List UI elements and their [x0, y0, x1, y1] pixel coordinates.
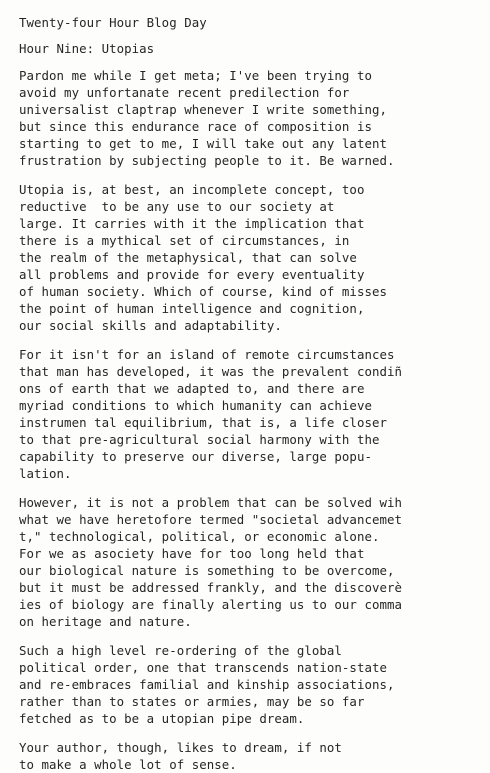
text-line: capability to preserve our diverse, large popu-: [19, 449, 372, 464]
text-line: lation.: [19, 466, 72, 481]
text-line: but since this endurance race of composition is: [19, 119, 372, 134]
text-line: For it isn't for an island of remote circumstances: [19, 347, 395, 362]
paragraph: [19, 181, 481, 334]
paragraph: [19, 642, 481, 727]
text-line: to that pre-agricultural social harmony with the: [19, 432, 380, 447]
text-line: Utopia is, at best, an incomplete concept, too: [19, 182, 365, 197]
text-line: of human society. Which of course, kind of misses: [19, 284, 387, 299]
text-line: Such a high level re-ordering of the global: [19, 643, 342, 658]
text-line: reductive to be any use to our society at: [19, 199, 335, 214]
text-line: frustration by subjecting people to it. Be warned.: [19, 153, 395, 168]
paragraph: [19, 739, 481, 773]
text-line: and re-embraces familial and kinship associations,: [19, 677, 395, 692]
text-line: For we as asociety have for too long held that: [19, 546, 365, 561]
text-line: what we have heretofore termed "societal advancemet: [19, 512, 402, 527]
text-line: there is a mythical set of circumstances, in: [19, 233, 350, 248]
text-line: large. It carries with it the implication that: [19, 216, 365, 231]
text-line: but it must be addressed frankly, and the discoverè: [19, 580, 402, 595]
text-line: universalist claptrap whenever I write something,: [19, 102, 387, 117]
document-title: Twenty-four Hour Blog Day: [19, 15, 207, 30]
text-line: ons of earth that we adapted to, and there are: [19, 381, 365, 396]
document-body: [19, 14, 481, 773]
text-line: our social skills and adaptability.: [19, 318, 282, 333]
text-line: to make a whole lot of sense.: [19, 757, 237, 772]
text-line: fetched as to be a utopian pipe dream.: [19, 711, 305, 726]
text-line: myriad conditions to which humanity can achieve: [19, 398, 372, 413]
document-subtitle: Hour Nine: Utopias: [19, 41, 155, 56]
paragraph: [19, 494, 481, 630]
text-line: However, it is not a problem that can be solved wih: [19, 495, 402, 510]
paragraphs: [19, 67, 481, 773]
text-line: our biological nature is something to be overcome,: [19, 563, 395, 578]
text-line: instrumen tal equilibrium, that is, a life closer: [19, 415, 387, 430]
text-line: the point of human intelligence and cognition,: [19, 301, 365, 316]
text-line: that man has developed, it was the prevalent condiñ: [19, 364, 402, 379]
paragraph: [19, 346, 481, 482]
text-line: Pardon me while I get meta; I've been trying to: [19, 68, 372, 83]
text-line: the realm of the metaphysical, that can solve: [19, 250, 357, 265]
text-line: avoid my unfortanate recent predilection for: [19, 85, 350, 100]
text-line: political order, one that transcends nation-state: [19, 660, 387, 675]
text-line: Your author, though, likes to dream, if not: [19, 740, 342, 755]
paragraph: [19, 67, 481, 169]
text-line: t," technological, political, or economic alone.: [19, 529, 380, 544]
text-line: ies of biology are finally alerting us to our comma: [19, 597, 402, 612]
text-line: rather than to states or armies, may be so far: [19, 694, 365, 709]
text-line: starting to get to me, I will take out any latent: [19, 136, 387, 151]
text-line: all problems and provide for every eventuality: [19, 267, 365, 282]
text-line: on heritage and nature.: [19, 614, 192, 629]
